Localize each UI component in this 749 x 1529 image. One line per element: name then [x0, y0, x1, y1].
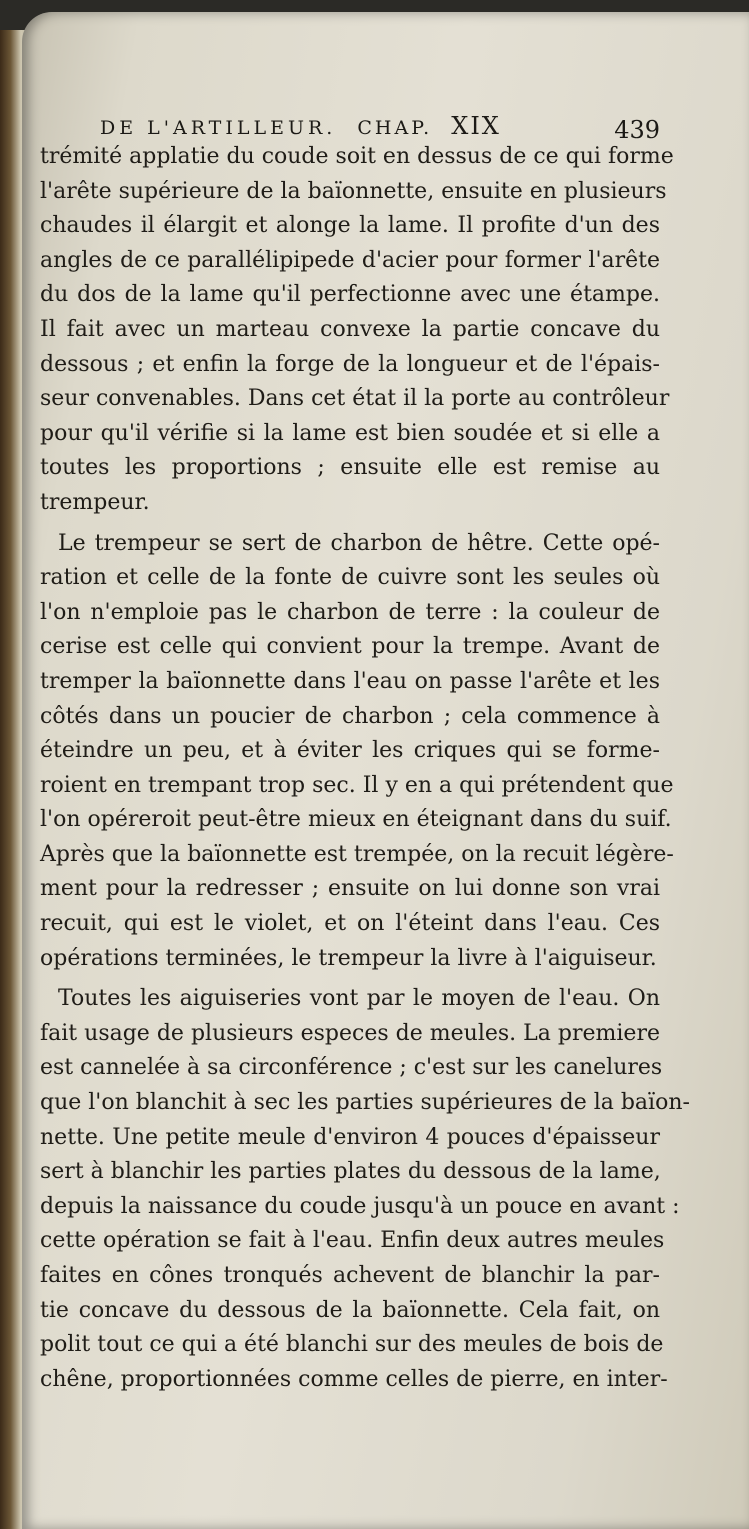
text-line: depuis la naissance du coude jusqu'à un pouce en avant : [40, 1193, 680, 1219]
text-line: chaudes il élargit et alonge la lame. Il profite d'un des [40, 213, 660, 239]
text-line: pour qu'il vérifie si la lame est bien soudée et si elle a [40, 420, 660, 446]
text-line: opérations terminées, le trempeur la livre à l'aiguiseur. [40, 945, 657, 971]
chapter-number: XIX [451, 112, 501, 140]
body-text [40, 140, 690, 1397]
text-line: fait usage de plusieurs especes de meules. La premiere [40, 1020, 660, 1046]
text-line: éteindre un peu, et à éviter les criques qui se forme- [40, 738, 660, 764]
text-line: toutes les proportions ; ensuite elle est remise au [40, 455, 660, 481]
text-line: cerise est celle qui convient pour la trempe. Avant de [40, 634, 660, 660]
text-line: Toutes les aiguiseries vont par le moyen de l'eau. On [58, 986, 660, 1012]
text-line: roient en trempant trop sec. Il y en a qui prétendent que [40, 772, 674, 798]
text-line: dessous ; et enfin la forge de la longueur et de l'épais- [40, 351, 660, 377]
text-line: ration et celle de la fonte de cuivre sont les seules où [40, 565, 660, 591]
text-line: Il fait avec un marteau convexe la partie concave du [40, 316, 660, 342]
text-line: côtés dans un poucier de charbon ; cela commence à [40, 703, 660, 729]
text-line: faites en cônes tronqués achevent de blanchir la par- [40, 1263, 660, 1288]
text-line: l'arête supérieure de la baïonnette, ensuite en plusieurs [40, 178, 667, 204]
text-line: tie concave du dessous de la baïonnette. Cela fait, on [40, 1297, 660, 1323]
text-line: chêne, proportionnées comme celles de pierre, en inter- [40, 1366, 668, 1392]
text-line: trémité applatie du coude soit en dessus de ce qui forme [40, 144, 674, 169]
text-line: ment pour la redresser ; ensuite on lui donne son vrai [40, 876, 660, 902]
text-line: Le trempeur se sert de charbon de hêtre. Cette opé- [58, 530, 660, 556]
text-line: l'on n'emploie pas le charbon de terre : la couleur de [40, 599, 660, 625]
text-line: polit tout ce qui a été blanchi sur des meules de bois de [40, 1332, 664, 1358]
text-line: trempeur. [40, 489, 150, 515]
text-line: tremper la baïonnette dans l'eau on passe l'arête et les [40, 668, 660, 694]
text-line: seur convenables. Dans cet état il la porte au contrôleur [40, 386, 670, 412]
text-line: l'on opéreroit peut-être mieux en éteignant dans du suif. [40, 807, 672, 833]
text-line: cette opération se fait à l'eau. Enfin deux autres meules [40, 1228, 665, 1254]
text-line: nette. Une petite meule d'environ 4 pouces d'épaisseur [40, 1124, 660, 1150]
chapter-label: CHAP. [357, 117, 433, 139]
text-line: est cannelée à sa circonférence ; c'est sur les canelures [40, 1055, 663, 1081]
text-line: du dos de la lame qu'il perfectionne avec une étampe. [40, 282, 660, 308]
page-number: 439 [614, 116, 660, 144]
text-line: Après que la baïonnette est trempée, on la recuit légère- [40, 841, 674, 867]
text-line: angles de ce parallélipipede d'acier pour former l'arête [40, 247, 660, 273]
text-line: recuit, qui est le violet, et on l'éteint dans l'eau. Ces [40, 911, 660, 937]
text-line: sert à blanchir les parties plates du dessous de la lame, [40, 1159, 661, 1185]
running-title: DE L'ARTILLEUR. [100, 117, 337, 139]
text-line: que l'on blanchit à sec les parties supérieures de la baïon- [40, 1090, 690, 1116]
